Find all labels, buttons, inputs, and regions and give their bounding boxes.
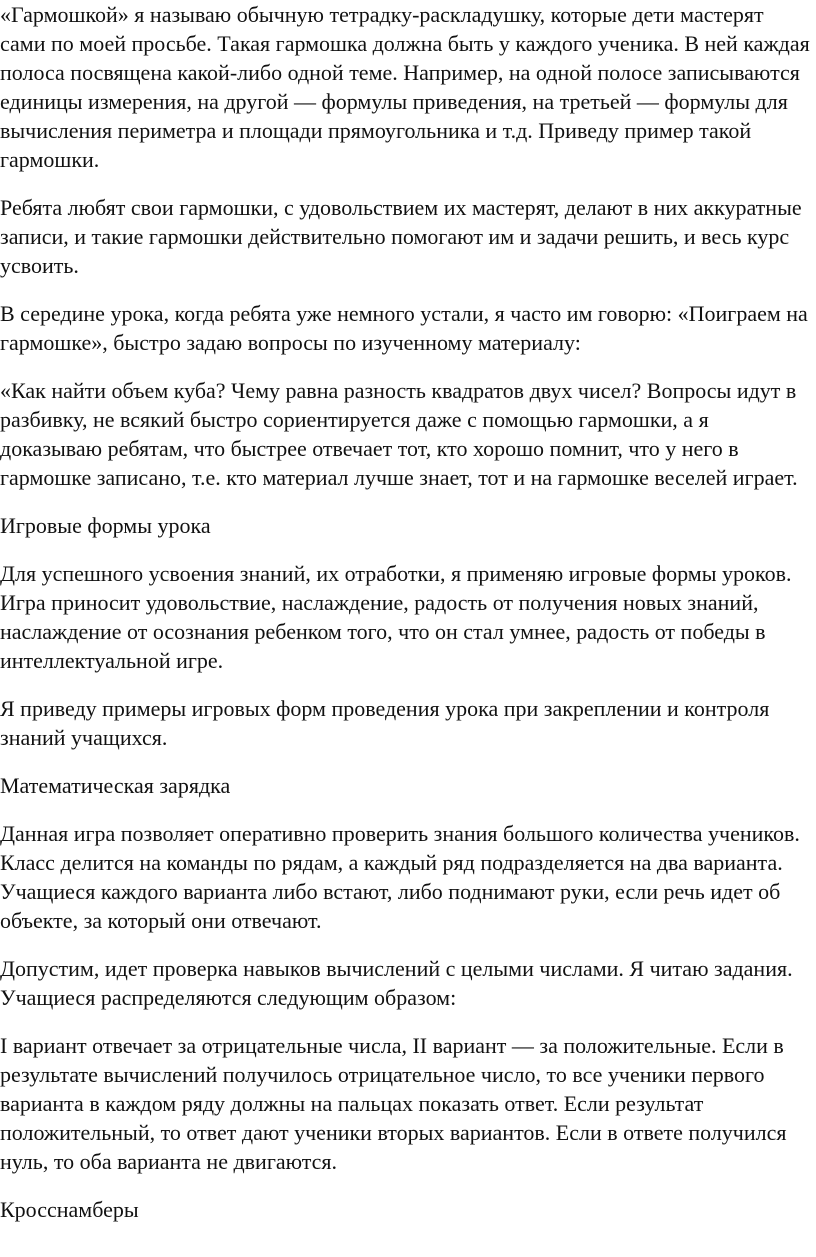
section-heading-game-forms: Игровые формы урока: [0, 513, 211, 538]
paragraph-game-description: Данная игра позволяет оперативно проверить знания большого количества учеников. Класс делится на команды по рядам, а каждый ряд подразделяется на два варианта. Учащиеся каждого варианта либо встают, либо поднимают руки, если речь идет об объекте, за который они отвечают.: [0, 821, 800, 933]
paragraph-game-benefits: Для успешного усвоения знаний, их отработки, я применяю игровые формы уроков. Игра приносит удовольствие, наслаждение, радость от получения новых знаний, наслаждение от осознания ребенком того, что он стал умнее, радость от победы в интеллектуальной игре.: [0, 561, 792, 673]
paragraph-examples: Я приведу примеры игровых форм проведения урока при закреплении и контроля знаний учащихся.: [0, 696, 770, 750]
section-heading-math-warmup: Математическая зарядка: [0, 773, 231, 798]
paragraph-garmoshka-intro: «Гармошкой» я называю обычную тетрадку-раскладушку, которые дети мастерят сами по моей просьбе. Такая гармошка должна быть у каждого ученика. В ней каждая полоса посвящена какой-либо одной теме. Например, на одной полосе записываются единицы измерения, на другой — формулы приведения, на третьей — формулы для вычисления периметра и площади прямоугольника и т.д. Приведу пример такой гармошки.: [0, 2, 810, 172]
paragraph-questions: «Как найти объем куба? Чему равна разность квадратов двух чисел? Вопросы идут в разбивку, не всякий быстро сориентируется даже с помощью гармошки, а я доказываю ребятам, что быстрее отвечает тот, кто хорошо помнит, что у него в гармошке записано, т.е. кто материал лучше знает, тот и на гармошке веселей играет.: [0, 378, 798, 490]
section-heading-crossnumbers: Кросснамберы: [0, 1197, 139, 1222]
paragraph-children-love: Ребята любят свои гармошки, с удовольствием их мастерят, делают в них аккуратные записи, и такие гармошки действительно помогают им и задачи решить, и весь курс усвоить.: [0, 195, 802, 278]
paragraph-integers-check: Допустим, идет проверка навыков вычислений с целыми числами. Я читаю задания. Учащиеся распределяются следующим образом:: [0, 956, 793, 1010]
paragraph-mid-lesson: В середине урока, когда ребята уже немного устали, я часто им говорю: «Поиграем на гармошке», быстро задаю вопросы по изученному материалу:: [0, 301, 808, 355]
paragraph-variants-rules: I вариант отвечает за отрицательные числа, II вариант — за положительные. Если в результате вычислений получилось отрицательное число, то все ученики первого варианта в каждом ряду должны на пальцах показать ответ. Если результат положительный, то ответ дают ученики вторых вариантов. Если в ответе получился нуль, то оба варианта не двигаются.: [0, 1033, 787, 1174]
